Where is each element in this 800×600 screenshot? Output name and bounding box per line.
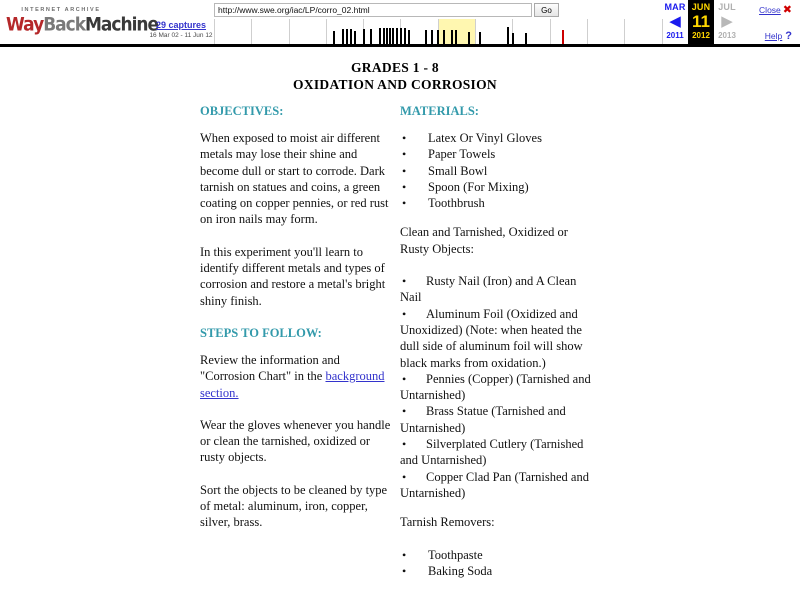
list-item-label: Brass Statue (Tarnished and Untarnished) — [400, 404, 566, 435]
close-toolbar-control[interactable] — [759, 3, 792, 16]
archived-page-content — [0, 47, 800, 600]
list-item: • Latex Or Vinyl Gloves — [400, 130, 596, 146]
timeline-capture-marker[interactable] — [392, 28, 394, 44]
timeline-capture-marker[interactable] — [370, 29, 372, 44]
prev-month-label: MAR — [664, 2, 686, 12]
timeline-capture-marker[interactable] — [354, 31, 356, 44]
wayback-toolbar — [0, 0, 800, 47]
objectives-paragraph-2: In this experiment you'll learn to identify different metals and types of corrosion and restore a metal's bright shiny finish. — [200, 244, 386, 308]
list-item-label: Rusty Nail (Iron) and A Clean Nail — [400, 274, 577, 305]
next-year-nav[interactable] — [714, 0, 740, 44]
list-item-label: Aluminum Foil (Oxidized and Unoxidized) (Note: when heated the dull side of aluminum foil will show black marks from oxidation.) — [400, 306, 583, 370]
bullet-icon — [400, 273, 426, 289]
right-column — [400, 103, 596, 592]
step-item-2: Wear the gloves whenever you handle or clean the tarnished, oxidized or rusty objects. — [200, 417, 391, 465]
timeline-capture-marker[interactable] — [346, 29, 348, 44]
timeline-capture-marker[interactable] — [512, 33, 514, 44]
timeline-capture-marker[interactable] — [363, 29, 365, 44]
timeline-capture-marker[interactable] — [379, 28, 381, 44]
timeline-capture-marker[interactable] — [350, 29, 352, 44]
help-control[interactable] — [765, 30, 792, 42]
list-item — [400, 403, 596, 436]
prev-arrow-icon[interactable]: ◀ — [669, 13, 681, 30]
timeline-capture-marker[interactable] — [408, 30, 410, 44]
list-item-label: Copper Clad Pan (Tarnished and Untarnished) — [400, 469, 589, 500]
removers-list — [400, 547, 596, 580]
question-mark-icon[interactable]: ? — [785, 30, 792, 42]
list-item: • Toothpaste — [400, 547, 596, 563]
list-item: • Spoon (For Mixing) — [400, 179, 596, 195]
prev-year-nav[interactable] — [662, 0, 688, 44]
objects-intro: Clean and Tarnished, Oxidized or Rusty Objects: — [400, 225, 568, 256]
wordmark-machine: Machine — [85, 13, 159, 37]
help-label[interactable]: Help — [764, 31, 783, 41]
materials-list — [400, 130, 596, 211]
list-item — [400, 306, 596, 371]
next-year-label: 2013 — [718, 31, 736, 40]
captures-count-link[interactable]: 29 captures — [155, 20, 207, 30]
next-month-label: JUL — [718, 2, 736, 12]
list-item-label: Pennies (Copper) (Tarnished and Untarnished) — [400, 371, 591, 403]
current-month-label: JUN — [691, 2, 711, 12]
timeline-capture-marker[interactable] — [468, 32, 470, 44]
bullet-icon — [400, 436, 426, 452]
wayback-machine-logo[interactable] — [6, 6, 159, 40]
step-1-text: Review the information and "Corrosion Chart" in the — [200, 352, 340, 384]
timeline-capture-marker[interactable] — [443, 30, 445, 44]
step-item-3: Sort the objects to be cleaned by type of metal: aluminum, iron, copper, silver, brass. — [200, 482, 388, 530]
close-label[interactable]: Close — [759, 5, 781, 15]
bullet-icon — [400, 306, 426, 322]
title-topic: OXIDATION AND CORROSION — [293, 77, 497, 92]
list-item: • Baking Soda — [400, 563, 596, 579]
list-item — [400, 371, 596, 404]
bullet-icon — [400, 469, 426, 485]
wordmark-back: Back — [43, 13, 85, 37]
timeline-month[interactable] — [588, 19, 625, 44]
objects-list — [400, 273, 596, 501]
timeline-month[interactable] — [551, 19, 588, 44]
date-navigation — [662, 0, 740, 44]
background-section-link[interactable]: background section. — [200, 369, 385, 400]
timeline-capture-marker[interactable] — [342, 29, 344, 44]
timeline-capture-marker[interactable] — [525, 33, 527, 44]
go-button[interactable]: Go — [534, 3, 559, 17]
left-column — [200, 103, 392, 547]
internet-archive-label: INTERNET ARCHIVE — [21, 7, 101, 13]
prev-year-label: 2011 — [666, 31, 684, 40]
page-title — [0, 47, 790, 93]
current-year-label: 2012 — [692, 31, 710, 40]
captures-date-range: 16 Mar 02 - 11 Jun 12 — [149, 32, 213, 39]
current-day-label: 11 — [692, 12, 710, 31]
current-capture-date[interactable] — [688, 0, 714, 44]
url-input[interactable] — [214, 3, 532, 17]
timeline-capture-marker[interactable] — [425, 30, 427, 44]
timeline-capture-marker[interactable] — [437, 30, 439, 44]
timeline-capture-marker[interactable] — [383, 28, 385, 44]
capture-timeline[interactable] — [214, 19, 663, 44]
bullet-icon — [400, 371, 426, 387]
timeline-capture-marker[interactable] — [507, 27, 509, 44]
list-item: • Toothbrush — [400, 195, 596, 211]
timeline-month[interactable] — [252, 19, 289, 44]
step-item-1 — [200, 352, 392, 401]
timeline-capture-marker[interactable] — [333, 31, 335, 44]
wayback-wordmark — [6, 13, 159, 37]
timeline-capture-marker[interactable] — [386, 28, 388, 44]
objectives-heading: OBJECTIVES: — [200, 104, 284, 118]
close-icon[interactable]: ✖ — [782, 4, 792, 16]
steps-heading: STEPS TO FOLLOW: — [200, 325, 322, 340]
removers-intro: Tarnish Removers: — [400, 515, 495, 530]
list-item: • Small Bowl — [400, 163, 596, 179]
timeline-capture-marker[interactable] — [455, 30, 457, 44]
timeline-capture-marker[interactable] — [404, 28, 406, 44]
timeline-capture-marker[interactable] — [562, 30, 564, 44]
timeline-month[interactable] — [215, 19, 252, 44]
timeline-month[interactable] — [625, 19, 662, 44]
timeline-month[interactable] — [290, 19, 327, 44]
timeline-capture-marker[interactable] — [431, 30, 433, 44]
wordmark-way: Way — [6, 13, 44, 37]
objectives-paragraph-1: When exposed to moist air different metals may lose their shine and become dull or start to corrode. Dark tarnish on statues and coins, a green coating on copper pennies, or red rust on iron nails may form. — [200, 131, 389, 227]
timeline-capture-marker[interactable] — [451, 30, 453, 44]
materials-heading: MATERIALS: — [400, 104, 479, 118]
bullet-icon — [400, 403, 426, 419]
timeline-month[interactable] — [513, 19, 550, 44]
timeline-capture-marker[interactable] — [389, 28, 391, 44]
timeline-capture-marker[interactable] — [396, 28, 398, 44]
title-grades: GRADES 1 - 8 — [351, 60, 439, 75]
next-arrow-icon[interactable]: ▶ — [721, 13, 733, 30]
list-item: • Paper Towels — [400, 146, 596, 162]
list-item — [400, 469, 596, 502]
captures-summary — [136, 20, 226, 39]
timeline-capture-marker[interactable] — [479, 32, 481, 44]
list-item — [400, 436, 596, 469]
list-item — [400, 273, 596, 306]
list-item-label: Silverplated Cutlery (Tarnished and Untarnished) — [400, 437, 584, 468]
timeline-capture-marker[interactable] — [400, 28, 402, 44]
